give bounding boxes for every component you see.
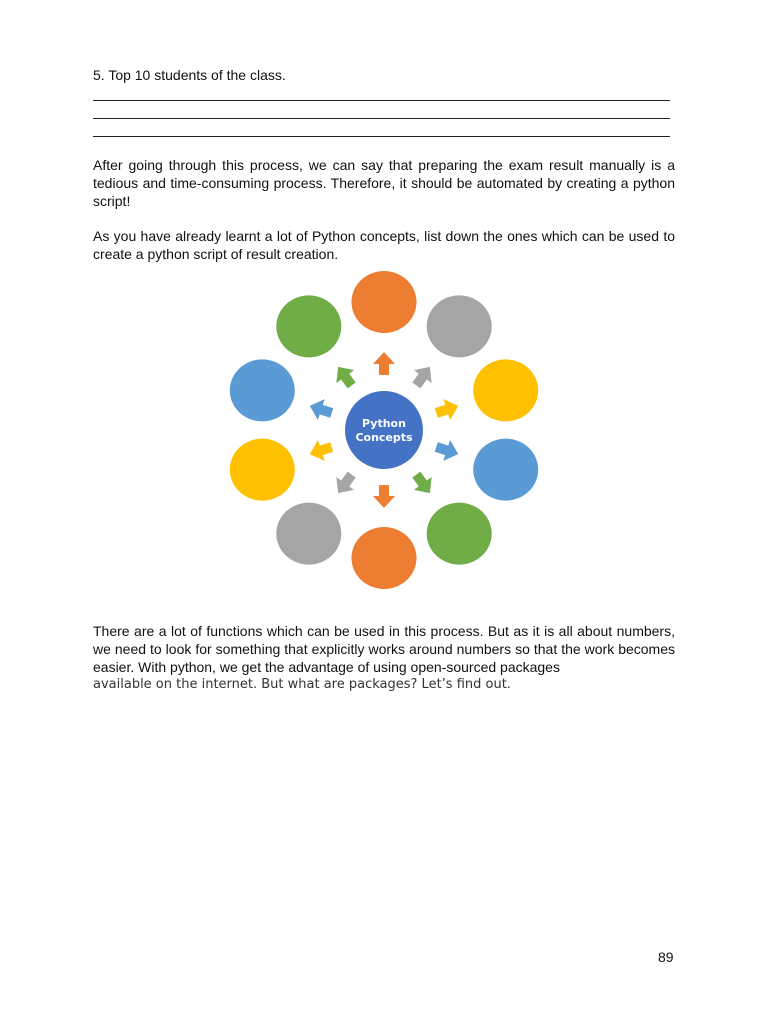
question-heading: 5. Top 10 students of the class. xyxy=(93,67,286,83)
arrow-yellow xyxy=(306,437,335,465)
arrow-orange xyxy=(373,485,395,508)
paragraph-packages-continued: available on the internet. But what are packages? Let’s find out. xyxy=(93,677,511,692)
satellite-circle-orange xyxy=(352,527,417,589)
answer-line xyxy=(93,136,670,137)
satellite-circle-gray xyxy=(276,503,341,565)
center-label-line1: Python xyxy=(362,417,406,430)
answer-line xyxy=(93,118,670,119)
satellite-circle-orange xyxy=(352,271,417,333)
arrow-blue xyxy=(433,437,462,465)
satellite-circle-blue xyxy=(230,359,295,421)
arrow-blue xyxy=(306,395,335,423)
answer-line xyxy=(93,100,670,101)
center-label-line2: Concepts xyxy=(355,431,413,444)
arrow-green xyxy=(407,468,438,500)
satellite-circle-blue xyxy=(473,439,538,501)
arrow-gray xyxy=(407,360,438,392)
satellite-circle-green xyxy=(427,503,492,565)
arrow-yellow xyxy=(433,395,462,423)
satellite-circle-yellow xyxy=(230,439,295,501)
paragraph-packages: There are a lot of functions which can be used in this process. But as it is all about numbers, we need to look for something that explicitly works around numbers so that the work becomes easier. With python, we get the advantage of using open-sourced packages xyxy=(93,623,675,675)
python-concepts-diagram xyxy=(208,262,560,598)
satellite-circle-gray xyxy=(427,295,492,357)
paragraph-automation: After going through this process, we can say that preparing the exam result manually is a tedious and time-consuming process. Therefore, it should be automated by creating a python script! xyxy=(93,157,675,209)
paragraph-python-concepts: As you have already learnt a lot of Python concepts, list down the ones which can be used to create a python script of result creation. xyxy=(93,228,675,262)
arrow-gray xyxy=(329,468,360,500)
arrow-orange xyxy=(373,352,395,375)
satellite-circle-green xyxy=(276,295,341,357)
page-number: 89 xyxy=(658,949,674,965)
center-circle xyxy=(345,391,423,469)
arrow-green xyxy=(329,360,360,392)
satellite-circle-yellow xyxy=(473,359,538,421)
